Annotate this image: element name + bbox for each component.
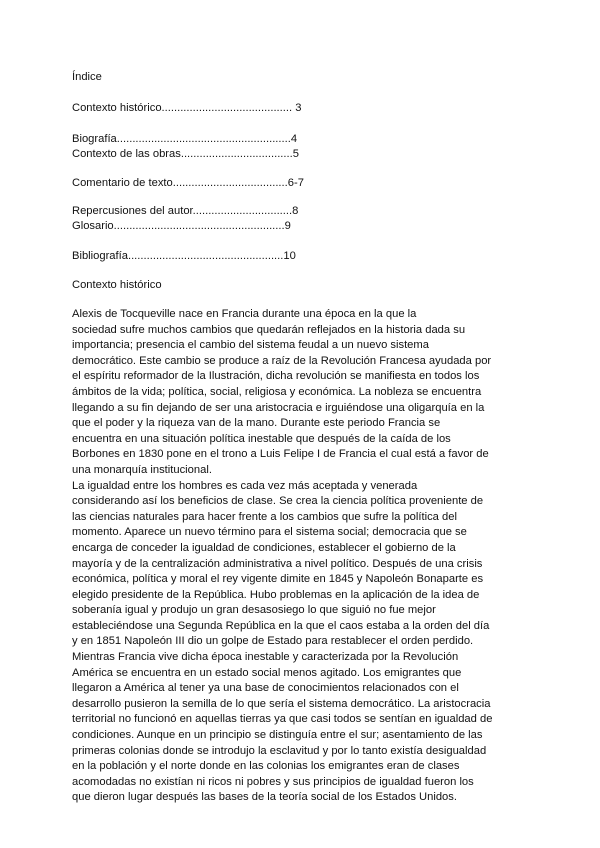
body-line: soberanía igual y produjo un gran desasosiego lo que siguió no fue mejor [72,604,436,617]
body-line: que el poder y la riqueza van de la mano. Durante este periodo Francia se [72,417,441,430]
body-line: estableciéndose una Segunda República en la que el caos estaba a la orden del día [72,619,490,632]
body-line: elegido presidente de la República. Hubo problemas en la aplicación de la idea de [72,588,480,601]
body-line: Alexis de Tocqueville nace en Francia durante una época en la que la [72,308,417,320]
body-line: en la población y el norte donde en las colonias los emigrantes eran de clases [72,760,460,773]
toc-entry-glosario: Glosario.......................................................9 [72,220,291,232]
toc-entry-contexto-obras: Contexto de las obras....................................5 [72,148,299,160]
body-line: considerando así los beneficios de clase. Se crea la ciencia política proveniente de [72,495,484,508]
body-line: democrático. Este cambio se produce a raíz de la Revolución Francesa ayudada por [72,354,492,367]
body-line: llegando a su fin dejando de ser una aristocracia e irguiéndose una oligarquía en la [72,401,485,414]
body-line: las ciencias naturales para hacer frente a los cambios que sufre la política del [72,510,457,523]
body-line: momento. Aparece un nuevo término para el sistema social; democracia que se [72,526,467,539]
body-line: América se encuentra en un estado social menos agitado. Los emigrantes que [72,666,462,679]
body-line: acomodadas no existían ni ricos ni pobres y sus principios de igualdad fueron los [72,775,474,788]
body-line: La igualdad entre los hombres es cada vez más aceptada y venerada [72,479,418,492]
toc-entry-repercusiones: Repercusiones del autor................................8 [72,205,299,217]
body-line: sociedad sufre muchos cambios que quedarán reflejados en la historia dada su [72,323,466,336]
body-line: y en 1851 Napoleón III dio un golpe de Estado para restablecer el orden perdido. [72,635,474,648]
body-line: llegaron a América al tener ya una base de conocimientos relacionados con el [72,682,459,695]
body-line: que dieron lugar después las bases de la teoría social de los Estados Unidos. [72,791,457,804]
toc-entry-comentario: Comentario de texto.....................................6-7 [72,177,304,189]
body-paragraphs [72,307,552,806]
toc-entry-bibliografia: Bibliografía..................................................10 [72,250,296,262]
toc-entry-contexto-historico: Contexto histórico.......................................... 3 [72,102,302,114]
body-line: Mientras Francia vive dicha época inestable y caracterizada por la Revolución [72,651,459,664]
body-line: una monarquía institucional. [72,463,212,476]
index-title: Índice [72,71,102,83]
body-line: desarrollo pusieron la semilla de lo que sería el sistema democrático. La aristocracia [72,697,491,710]
section-title: Contexto histórico [72,279,162,291]
body-line: condiciones. Aunque en un principio se distinguía entre el sur; asentamiento de las [72,729,483,742]
body-line: encuentra en una situación política inestable que después de la caída de los [72,432,451,445]
body-line: encarga de conceder la igualdad de condiciones, establecer el gobierno de la [72,541,456,554]
body-line: ámbitos de la vida; política, social, religiosa y económica. La nobleza se encuentra [72,385,482,398]
body-line: territorial no funcionó en aquellas tierras ya que casi todos se sentían en igualdad de [72,713,493,726]
body-line: primeras colonias donde se introdujo la esclavitud y por lo tanto existía desigualdad [72,744,487,757]
body-line: el espíritu reformador de la Ilustración, dicha revolución se manifiesta en todos los [72,370,480,383]
body-line: económica, política y moral el rey vigente dimite en 1845 y Napoleón Bonaparte es [72,573,484,586]
body-line: Borbones en 1830 pone en el trono a Luis Felipe I de Francia el cual está a favor de [72,448,489,461]
toc-entry-biografia: Biografía........................................................4 [72,133,298,145]
body-line: importancia; presencia el cambio del sistema feudal a un nuevo sistema [72,339,429,352]
body-line: mayoría y de la centralización administrativa a nivel político. Después de una crisis [72,557,483,570]
